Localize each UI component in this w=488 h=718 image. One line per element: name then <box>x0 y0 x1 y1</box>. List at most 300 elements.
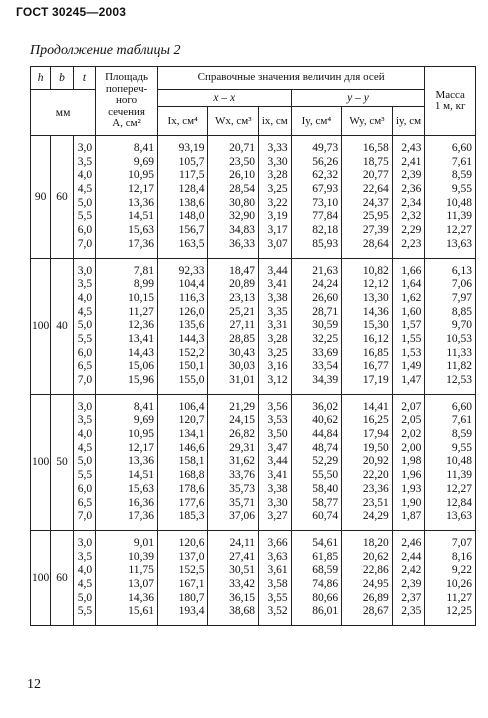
cell-ix-value: 193,4 <box>178 605 205 618</box>
cell-t-value: 6,0 <box>77 346 93 359</box>
cell-ix-value: 3,41 <box>267 469 288 482</box>
cell-ix-value: 116,3 <box>179 291 205 304</box>
cell-iy-value: 33,54 <box>312 360 339 373</box>
cell-b: 60 <box>51 136 73 259</box>
cell-wx-value: 31,01 <box>229 374 256 386</box>
cell-wy-value: 20,62 <box>362 550 389 563</box>
cell-a-value: 9,69 <box>133 414 154 427</box>
col-wy-header: Wy, см³ <box>342 107 393 136</box>
cell-mass-value: 13,63 <box>446 237 472 250</box>
cell-wy-value: 22,20 <box>362 469 389 482</box>
cell-wy-column <box>342 136 393 259</box>
cell-t-value: 5,0 <box>77 196 93 209</box>
cell-ix-value: 3,44 <box>267 455 288 468</box>
cell-iy-value: 1,49 <box>401 360 422 373</box>
cell-iy-value: 1,53 <box>401 346 422 359</box>
cell-wy-value: 23,51 <box>362 496 389 509</box>
cell-t-value: 5,5 <box>77 332 93 345</box>
cell-iy-value: 2,32 <box>401 210 422 223</box>
cell-iy-value: 56,26 <box>312 155 339 168</box>
cell-iy-value: 44,84 <box>312 428 339 441</box>
cell-mass-column <box>425 394 476 530</box>
cell-ix-value: 120,7 <box>178 414 205 427</box>
cell-wy-value: 16,85 <box>362 346 389 359</box>
cell-t-value: 5,5 <box>77 605 93 618</box>
cell-wy-value: 14,41 <box>362 400 389 413</box>
cell-iy-value: 1,57 <box>401 319 422 332</box>
cell-wy-column <box>342 394 393 530</box>
cell-iy-value: 28,71 <box>312 305 339 318</box>
cell-iy-value: 1,90 <box>401 496 422 509</box>
cell-mass-value: 9,70 <box>451 319 472 332</box>
cell-mass-value: 9,22 <box>451 564 472 577</box>
cell-iy-column <box>291 530 342 625</box>
cell-iy-value: 1,66 <box>401 264 422 277</box>
cell-t-value: 5,5 <box>77 469 93 482</box>
cell-iy-value: 80,66 <box>312 591 339 604</box>
cell-ix-value: 180,7 <box>178 591 205 604</box>
cell-ix-value: 3,17 <box>267 224 288 237</box>
cell-t-value: 7,0 <box>77 237 93 250</box>
cell-a-value: 12,17 <box>128 441 154 454</box>
cell-ix-column <box>157 258 208 394</box>
cell-iy-value: 26,60 <box>312 291 339 304</box>
cell-t-value: 5,0 <box>77 319 93 332</box>
cell-wx-value: 35,73 <box>229 482 256 495</box>
cell-iy-value: 2,39 <box>401 577 422 590</box>
cell-h: 100 <box>31 394 51 530</box>
cell-ix-value: 3,52 <box>267 605 288 618</box>
cell-mass-value: 12,53 <box>446 374 472 386</box>
profile-properties-table <box>30 66 476 626</box>
cell-mass-column <box>425 530 476 625</box>
cell-wy-value: 23,36 <box>362 482 389 495</box>
cell-ix-value: 117,5 <box>179 169 205 182</box>
cell-wy-value: 18,75 <box>362 155 389 168</box>
cell-ix-value: 3,66 <box>267 536 288 549</box>
cell-wx-value: 28,54 <box>229 183 256 196</box>
cell-ix-value: 178,6 <box>178 482 205 495</box>
cell-t-value: 3,0 <box>77 142 93 154</box>
cell-ix-value: 3,25 <box>267 346 288 359</box>
cell-t-column <box>73 530 95 625</box>
cell-t-column <box>73 394 95 530</box>
cell-ix-value: 3,53 <box>267 414 288 427</box>
cell-ix-value: 3,55 <box>267 591 288 604</box>
col-b-header: b <box>51 67 73 90</box>
cell-wy-value: 27,39 <box>362 224 389 237</box>
cell-mass-value: 11,27 <box>446 591 472 604</box>
cell-h: 100 <box>31 530 51 625</box>
cell-wx-value: 27,41 <box>229 550 256 563</box>
cell-t-value: 3,0 <box>77 536 93 549</box>
cell-a-column <box>96 394 158 530</box>
cell-ix-value: 3,58 <box>267 577 288 590</box>
cell-wy-value: 20,92 <box>362 455 389 468</box>
cell-mass-value: 12,25 <box>446 605 472 618</box>
cell-t-value: 5,5 <box>77 210 93 223</box>
col-wx-header: Wx, см³ <box>208 107 259 136</box>
cell-a-value: 9,01 <box>133 536 154 549</box>
cell-ix-value: 3,38 <box>267 291 288 304</box>
cell-wx-value: 34,83 <box>229 224 256 237</box>
cell-ix-column <box>157 530 208 625</box>
cell-wy-value: 16,25 <box>362 414 389 427</box>
cell-iy-value: 1,47 <box>401 374 422 386</box>
cell-wy-value: 12,12 <box>362 278 389 291</box>
cell-ix-value: 120,6 <box>178 536 205 549</box>
cell-a-value: 15,06 <box>128 360 154 373</box>
cell-wy-value: 20,77 <box>362 169 389 182</box>
cell-t-value: 6,5 <box>77 496 93 509</box>
cell-wx-value: 32,90 <box>229 210 256 223</box>
table-caption: Продолжение таблицы 2 <box>30 43 181 58</box>
cell-h: 90 <box>31 136 51 259</box>
cell-iy-value: 1,60 <box>401 305 422 318</box>
cell-ix-value: 158,1 <box>178 455 205 468</box>
cell-t-value: 5,0 <box>77 591 93 604</box>
col-h-header: h <box>31 67 51 90</box>
cell-wx-value: 33,42 <box>229 577 256 590</box>
cell-iy-value: 2,02 <box>401 428 422 441</box>
cell-ix-value: 134,1 <box>178 428 205 441</box>
cell-iy-value: 36,02 <box>312 400 339 413</box>
cell-t-value: 4,5 <box>77 183 93 196</box>
cell-iy-value: 58,40 <box>312 482 339 495</box>
cell-wx-value: 20,71 <box>229 142 256 154</box>
cell-wy-value: 16,77 <box>362 360 389 373</box>
cell-b: 40 <box>51 258 73 394</box>
cell-h: 100 <box>31 258 51 394</box>
col-ix-moment-header: Ix, см⁴ <box>157 107 208 136</box>
cell-ix-value: 148,0 <box>178 210 205 223</box>
cell-a-value: 17,36 <box>128 510 154 523</box>
cell-mass-value: 11,39 <box>446 469 472 482</box>
cell-ix-value: 3,38 <box>267 482 288 495</box>
document-standard-header: ГОСТ 30245—2003 <box>16 5 127 19</box>
cell-iy-value: 58,77 <box>312 496 339 509</box>
cell-a-value: 7,81 <box>133 264 154 277</box>
cell-mass-value: 6,13 <box>451 264 472 277</box>
cell-mass-value: 11,82 <box>446 360 472 373</box>
cell-a-value: 13,07 <box>128 577 154 590</box>
cell-ix-value: 106,4 <box>178 400 205 413</box>
cell-ix-value: 3,56 <box>267 400 288 413</box>
cell-ix-value: 3,33 <box>267 142 288 154</box>
cell-a-value: 15,61 <box>128 605 154 618</box>
cell-wx-value: 26,82 <box>229 428 256 441</box>
area-header-line4: сечения <box>108 105 145 118</box>
cell-iy-value: 2,05 <box>401 414 422 427</box>
cell-iy-value: 62,32 <box>312 169 339 182</box>
cell-t-value: 3,0 <box>77 400 93 413</box>
cell-iy-value: 2,37 <box>401 591 422 604</box>
cell-iy-value: 1,64 <box>401 278 422 291</box>
cell-iy-value: 54,61 <box>312 536 339 549</box>
cell-ix-value: 3,07 <box>267 237 288 250</box>
cell-wy-value: 15,30 <box>362 319 389 332</box>
cell-iy-value: 1,55 <box>401 332 422 345</box>
cell-ix-value: 3,50 <box>267 428 288 441</box>
cell-mass-value: 10,53 <box>446 332 472 345</box>
cell-t-value: 3,0 <box>77 264 93 277</box>
cell-ix-value: 156,7 <box>178 224 205 237</box>
cell-iy-value: 2,34 <box>401 196 422 209</box>
cell-a-value: 14,36 <box>128 591 154 604</box>
cell-mass-value: 7,97 <box>451 291 472 304</box>
cell-mass-column <box>425 258 476 394</box>
cell-wx-value: 21,29 <box>229 400 256 413</box>
cell-wy-value: 19,50 <box>362 441 389 454</box>
cell-t-value: 7,0 <box>77 374 93 386</box>
cell-wx-column <box>208 258 259 394</box>
cell-t-value: 6,0 <box>77 482 93 495</box>
col-area-header <box>96 67 158 136</box>
cell-ix-value: 3,28 <box>267 332 288 345</box>
cell-wx-value: 38,68 <box>229 605 256 618</box>
cell-t-value: 4,5 <box>77 305 93 318</box>
cell-iy-value: 85,93 <box>312 237 339 250</box>
cell-wy-value: 24,29 <box>362 510 389 523</box>
cell-a-column <box>96 136 158 259</box>
area-header-line2: попереч- <box>105 82 148 95</box>
cell-iy-value: 32,25 <box>312 332 339 345</box>
cell-wx-value: 28,85 <box>229 332 256 345</box>
cell-ix-value: 104,4 <box>178 278 205 291</box>
axis-y-header: y – y <box>291 90 425 107</box>
cell-iy-value: 40,62 <box>312 414 339 427</box>
cell-ix-value: 146,6 <box>178 441 205 454</box>
cell-ix-value: 3,25 <box>267 183 288 196</box>
cell-ix-column <box>157 136 208 259</box>
cell-ix-value: 163,5 <box>178 237 205 250</box>
cell-iy-value: 34,39 <box>312 374 339 386</box>
cell-wx-value: 33,76 <box>229 469 256 482</box>
cell-wx-value: 25,21 <box>229 305 256 318</box>
cell-iy-value: 52,29 <box>312 455 339 468</box>
col-t-header: t <box>73 67 95 90</box>
cell-wy-column <box>342 530 393 625</box>
cell-iy-value: 1,62 <box>401 291 422 304</box>
cell-ix-column <box>259 394 292 530</box>
cell-wy-value: 16,58 <box>362 142 389 154</box>
cell-mass-value: 9,55 <box>451 183 472 196</box>
cell-iy-value: 1,96 <box>401 469 422 482</box>
cell-mass-value: 6,60 <box>451 400 472 413</box>
cell-ix-value: 3,12 <box>267 374 288 386</box>
cell-wy-value: 26,89 <box>362 591 389 604</box>
cell-wy-value: 16,12 <box>362 332 389 345</box>
mass-header-line1: Масса <box>435 88 465 101</box>
table-row-group <box>31 136 476 259</box>
cell-ix-value: 3,27 <box>267 510 288 523</box>
cell-ix-value: 105,7 <box>178 155 205 168</box>
cell-iy-value: 61,85 <box>312 550 339 563</box>
area-header-line5: A, см² <box>112 117 141 130</box>
area-header-line3: ного <box>115 94 138 107</box>
cell-ix-value: 3,35 <box>267 305 288 318</box>
cell-a-value: 10,95 <box>128 169 154 182</box>
cell-wx-value: 36,33 <box>229 237 256 250</box>
cell-t-column <box>73 258 95 394</box>
cell-ix-value: 168,8 <box>178 469 205 482</box>
cell-iy-value: 48,74 <box>312 441 339 454</box>
cell-iy-value: 67,93 <box>312 183 339 196</box>
cell-t-column <box>73 136 95 259</box>
cell-b: 50 <box>51 394 73 530</box>
table-row-group <box>31 258 476 394</box>
cell-iy-value: 2,46 <box>401 536 422 549</box>
cell-a-value: 9,69 <box>133 155 154 168</box>
cell-iy-value: 1,93 <box>401 482 422 495</box>
cell-ix-value: 93,19 <box>178 142 205 154</box>
cell-ix-value: 152,2 <box>178 346 205 359</box>
mass-header-line2: 1 м, кг <box>434 100 466 112</box>
cell-mass-value: 7,06 <box>451 278 472 291</box>
col-iy-radius-header: iy, см <box>392 107 425 136</box>
cell-wx-value: 30,43 <box>229 346 256 359</box>
cell-iy-column <box>392 530 425 625</box>
cell-wy-value: 22,64 <box>362 183 389 196</box>
col-mass-header <box>425 67 476 136</box>
cell-ix-value: 3,28 <box>267 169 288 182</box>
cell-mass-value: 10,26 <box>446 577 472 590</box>
cell-wx-value: 36,15 <box>229 591 256 604</box>
cell-iy-column <box>291 394 342 530</box>
cell-ix-value: 3,30 <box>267 496 288 509</box>
cell-t-value: 7,0 <box>77 510 93 523</box>
cell-mass-value: 8,59 <box>451 169 472 182</box>
cell-a-value: 12,17 <box>128 183 154 196</box>
cell-wx-value: 23,13 <box>229 291 256 304</box>
cell-mass-value: 11,33 <box>446 346 472 359</box>
cell-iy-value: 2,43 <box>401 142 422 154</box>
cell-wx-value: 24,11 <box>229 536 256 549</box>
cell-a-value: 13,36 <box>128 196 154 209</box>
cell-wx-value: 20,89 <box>229 278 256 291</box>
cell-a-value: 14,51 <box>128 210 154 223</box>
cell-t-value: 4,0 <box>77 428 93 441</box>
cell-ix-value: 135,6 <box>178 319 205 332</box>
cell-iy-value: 2,35 <box>401 605 422 618</box>
cell-t-value: 6,0 <box>77 224 93 237</box>
cell-a-value: 12,36 <box>128 319 154 332</box>
cell-ix-value: 167,1 <box>178 577 205 590</box>
cell-a-value: 8,41 <box>133 400 154 413</box>
cell-wx-value: 31,62 <box>229 455 256 468</box>
cell-wy-value: 10,82 <box>362 264 389 277</box>
cell-ix-value: 92,33 <box>178 264 205 277</box>
cell-wx-column <box>208 394 259 530</box>
cell-ix-value: 3,63 <box>267 550 288 563</box>
cell-t-value: 3,5 <box>77 550 93 563</box>
cell-ix-value: 144,3 <box>178 332 205 345</box>
cell-mass-value: 11,39 <box>446 210 472 223</box>
cell-a-value: 13,41 <box>128 332 154 345</box>
cell-mass-value: 7,61 <box>451 414 472 427</box>
cell-mass-value: 9,55 <box>451 441 472 454</box>
cell-mass-value: 6,60 <box>451 142 472 154</box>
cell-a-value: 15,96 <box>128 374 154 386</box>
cell-ix-value: 152,5 <box>178 564 205 577</box>
cell-wx-column <box>208 136 259 259</box>
cell-ix-value: 185,3 <box>178 510 205 523</box>
cell-iy-value: 21,63 <box>312 264 339 277</box>
table-body <box>31 136 476 626</box>
cell-a-value: 16,36 <box>128 496 154 509</box>
cell-t-value: 4,0 <box>77 291 93 304</box>
cell-iy-value: 73,10 <box>312 196 339 209</box>
cell-ix-value: 3,30 <box>267 155 288 168</box>
ref-values-header: Справочные значения величин для осей <box>157 67 424 90</box>
cell-ix-value: 3,31 <box>267 319 288 332</box>
cell-ix-value: 3,44 <box>267 264 288 277</box>
cell-iy-column <box>291 258 342 394</box>
cell-iy-value: 1,98 <box>401 455 422 468</box>
cell-a-value: 17,36 <box>128 237 154 250</box>
cell-t-value: 3,5 <box>77 278 93 291</box>
cell-mass-value: 7,61 <box>451 155 472 168</box>
cell-wx-value: 18,47 <box>229 264 256 277</box>
cell-iy-value: 68,59 <box>312 564 339 577</box>
cell-wy-value: 28,64 <box>362 237 389 250</box>
cell-wy-value: 17,94 <box>362 428 389 441</box>
cell-wx-value: 30,51 <box>229 564 256 577</box>
cell-a-value: 11,27 <box>128 305 154 318</box>
cell-t-value: 4,0 <box>77 169 93 182</box>
cell-ix-value: 177,6 <box>178 496 205 509</box>
col-iy-moment-header: Iy, см⁴ <box>291 107 342 136</box>
cell-ix-value: 3,19 <box>267 210 288 223</box>
cell-iy-value: 2,42 <box>401 564 422 577</box>
cell-wx-value: 30,03 <box>229 360 256 373</box>
cell-iy-value: 2,44 <box>401 550 422 563</box>
cell-ix-value: 126,0 <box>178 305 205 318</box>
cell-ix-value: 3,47 <box>267 441 288 454</box>
cell-wx-value: 30,80 <box>229 196 256 209</box>
cell-iy-value: 2,00 <box>401 441 422 454</box>
page-number: 12 <box>27 677 41 692</box>
cell-iy-value: 86,01 <box>312 605 339 618</box>
cell-ix-value: 3,16 <box>267 360 288 373</box>
cell-a-value: 11,75 <box>128 564 154 577</box>
cell-wy-value: 22,86 <box>362 564 389 577</box>
cell-t-value: 6,5 <box>77 360 93 373</box>
cell-ix-value: 3,22 <box>267 196 288 209</box>
cell-iy-value: 33,69 <box>312 346 339 359</box>
cell-iy-value: 49,73 <box>312 142 339 154</box>
cell-iy-value: 77,84 <box>312 210 339 223</box>
table-row-group <box>31 530 476 625</box>
cell-iy-value: 2,41 <box>401 155 422 168</box>
cell-ix-column <box>259 258 292 394</box>
units-mm-header: мм <box>31 90 96 136</box>
cell-mass-value: 8,16 <box>451 550 472 563</box>
cell-t-value: 5,0 <box>77 455 93 468</box>
axis-x-header: x – x <box>157 90 291 107</box>
cell-mass-value: 10,48 <box>446 196 472 209</box>
cell-ix-column <box>259 136 292 259</box>
cell-iy-value: 60,74 <box>312 510 339 523</box>
cell-wx-value: 35,71 <box>229 496 256 509</box>
cell-wx-value: 29,31 <box>229 441 256 454</box>
cell-t-value: 4,5 <box>77 441 93 454</box>
cell-wy-value: 13,30 <box>362 291 389 304</box>
cell-a-column <box>96 258 158 394</box>
cell-a-value: 14,51 <box>128 469 154 482</box>
cell-a-value: 14,43 <box>128 346 154 359</box>
cell-mass-value: 13,63 <box>446 510 472 523</box>
